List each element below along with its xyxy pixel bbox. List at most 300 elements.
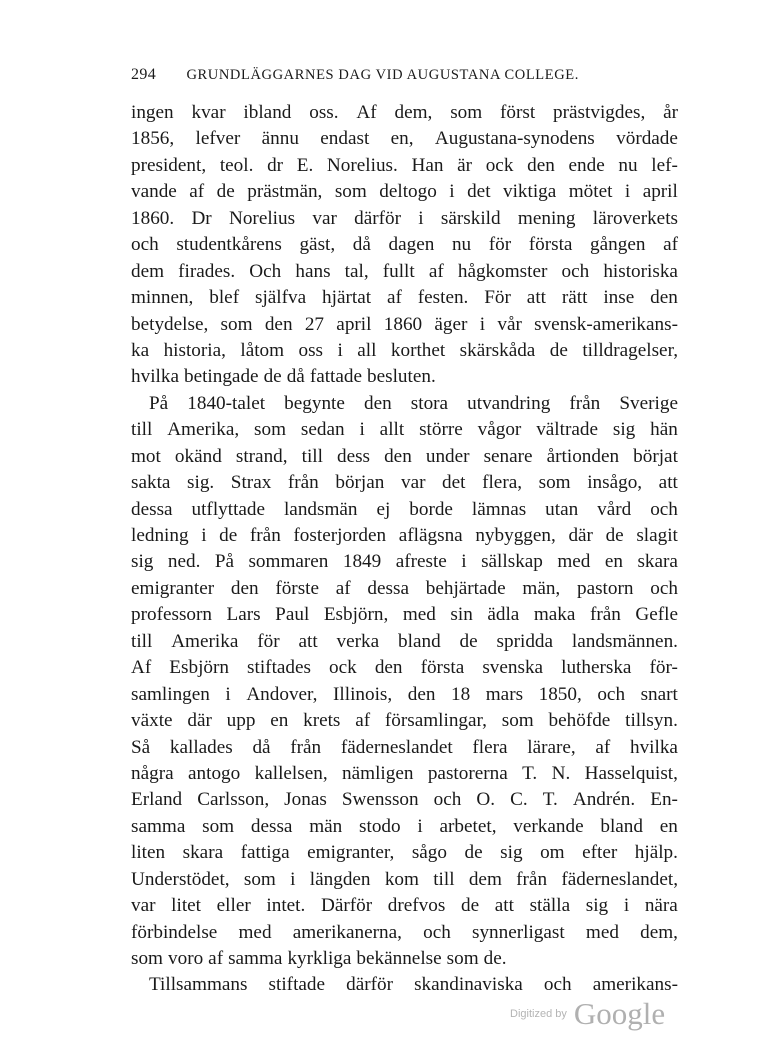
- word: Paul: [275, 604, 310, 626]
- word: därför: [346, 974, 393, 996]
- word: ock: [485, 154, 514, 176]
- word: vältrade: [536, 419, 598, 441]
- word: senare: [483, 445, 533, 467]
- word: vår: [497, 313, 522, 335]
- word: Af: [131, 657, 152, 679]
- word: Lars: [226, 604, 261, 626]
- word: 1850,: [538, 683, 582, 705]
- word: emigranter: [131, 577, 215, 599]
- running-head: [131, 66, 691, 86]
- word: af: [355, 710, 371, 732]
- word: skandinaviska: [414, 974, 523, 996]
- word: Norelius.: [326, 154, 398, 176]
- word: och: [650, 577, 678, 599]
- word: en: [270, 710, 289, 732]
- word: sedan: [300, 419, 345, 441]
- word: Dr: [191, 207, 212, 229]
- word: nämligen: [342, 762, 414, 784]
- word: nu: [618, 154, 638, 176]
- text-line: [131, 100, 678, 126]
- word: var: [312, 207, 337, 229]
- word: inse: [603, 287, 635, 309]
- word: På: [149, 392, 169, 414]
- word: då: [352, 234, 371, 256]
- word: Illinois,: [333, 683, 393, 705]
- word: dem: [468, 868, 502, 890]
- word: växte: [131, 710, 173, 732]
- word: till: [131, 630, 153, 652]
- word: landsmännen.: [571, 630, 678, 652]
- word: borde: [409, 498, 453, 520]
- text-line: [131, 893, 678, 919]
- word: från: [516, 868, 548, 890]
- word: N.: [551, 762, 571, 784]
- word: teol.: [219, 154, 254, 176]
- word: Amerika,: [167, 419, 240, 441]
- word: ställa: [529, 895, 571, 917]
- word: sig: [612, 419, 636, 441]
- word: Esbjörn: [169, 657, 229, 679]
- word: en: [659, 815, 678, 837]
- text-line: [131, 682, 678, 708]
- word: af: [386, 287, 402, 309]
- word: år: [663, 102, 678, 123]
- word: ledning: [131, 525, 189, 546]
- word: i: [417, 815, 423, 837]
- word: ka: [131, 339, 150, 361]
- text-line: [131, 549, 678, 575]
- word: som: [220, 313, 253, 335]
- word: från: [249, 525, 281, 546]
- text-line: [131, 761, 678, 787]
- word: T.: [542, 789, 558, 811]
- word: tilldragelser,: [582, 339, 678, 361]
- word: några: [131, 762, 174, 784]
- word: pastorerna: [427, 762, 508, 784]
- word: då: [286, 366, 305, 388]
- word: som: [501, 710, 534, 732]
- text-line: [131, 153, 678, 179]
- text-line: [131, 920, 678, 946]
- word: 1856,: [131, 128, 175, 150]
- word: 1840-talet: [187, 392, 266, 414]
- word: nära: [644, 895, 678, 917]
- word: som: [254, 419, 287, 441]
- word: att: [298, 630, 318, 652]
- word: fosterjorden: [293, 525, 387, 546]
- word: behöfde: [548, 710, 611, 732]
- word: de: [216, 181, 235, 203]
- word: Och: [249, 260, 282, 282]
- word: hågkomster: [457, 260, 548, 282]
- word: dagen: [388, 234, 435, 256]
- word: och: [597, 683, 626, 705]
- word: den: [527, 154, 555, 176]
- word: af: [428, 260, 444, 282]
- word: män: [309, 815, 343, 837]
- word: Af: [356, 102, 377, 123]
- word: utflyttade: [191, 498, 266, 520]
- word: Augustana-synodens: [434, 128, 595, 150]
- word: med: [557, 551, 591, 573]
- word: Hasselquist,: [584, 762, 678, 784]
- word: fäderneslandet,: [561, 868, 678, 890]
- text-line: [131, 708, 678, 734]
- word: minnen,: [131, 287, 194, 309]
- word: den: [363, 392, 392, 414]
- word: kyrkliga: [287, 948, 352, 969]
- word: de: [263, 366, 282, 388]
- word: afreste: [395, 551, 447, 573]
- text-line: [131, 470, 678, 496]
- word: prästvigdes,: [553, 102, 646, 123]
- word: ock: [329, 657, 357, 679]
- word: emigranter,: [307, 842, 395, 864]
- page-number: 294: [131, 66, 157, 83]
- word: med: [585, 921, 619, 943]
- word: sakta: [131, 472, 171, 494]
- word: som: [446, 948, 479, 969]
- word: hans: [295, 260, 331, 282]
- word: Han: [411, 154, 444, 176]
- text-line: [131, 972, 678, 998]
- word: först: [500, 102, 536, 123]
- word: liten: [131, 842, 166, 864]
- digitized-by-text: Digitized by: [510, 1008, 567, 1020]
- word: de: [460, 895, 480, 917]
- word: låtom: [240, 339, 285, 361]
- word: till: [433, 868, 455, 890]
- word: där: [568, 525, 593, 546]
- word: hvilka: [629, 736, 678, 758]
- word: historiska: [603, 260, 678, 282]
- word: utvandring: [467, 392, 551, 414]
- word: 27: [304, 313, 325, 335]
- word: då: [252, 736, 271, 758]
- word: insågo,: [587, 472, 643, 494]
- word: all: [357, 339, 377, 361]
- word: särskild: [440, 207, 501, 229]
- text-line: [131, 126, 678, 152]
- word: församlingar,: [384, 710, 487, 732]
- google-logo: Google: [573, 996, 666, 1031]
- word: samma: [228, 948, 283, 969]
- word: den: [230, 577, 259, 599]
- word: fattiga: [240, 842, 290, 864]
- word: vande: [131, 181, 177, 203]
- word: den: [374, 657, 403, 679]
- text-line: [131, 867, 678, 893]
- text-line: [131, 735, 678, 761]
- word: På: [214, 551, 235, 573]
- word: verkande: [513, 815, 584, 837]
- word: och: [131, 234, 159, 256]
- word: som: [202, 815, 235, 837]
- word: verka: [336, 630, 380, 652]
- word: nybyggen,: [475, 525, 556, 546]
- text-line: [131, 179, 678, 205]
- word: E.: [296, 154, 314, 176]
- word: för-: [649, 657, 678, 679]
- text-line: [131, 946, 678, 972]
- word: den: [384, 445, 412, 467]
- word: sig: [585, 895, 609, 917]
- word: med: [402, 604, 436, 626]
- word: i: [418, 207, 424, 229]
- word: vågor: [477, 419, 522, 441]
- word: Tillsammans: [149, 974, 248, 996]
- text-line: [131, 312, 678, 338]
- word: 18: [451, 683, 471, 705]
- word: Norelius: [228, 207, 296, 229]
- word: sågo: [411, 842, 447, 864]
- word: de.: [483, 948, 507, 969]
- word: tal,: [344, 260, 369, 282]
- word: från: [290, 736, 322, 758]
- text-line: [131, 285, 678, 311]
- word: ingen: [131, 102, 174, 123]
- word: dem,: [394, 102, 433, 123]
- word: slagit: [636, 525, 678, 546]
- word: 1860.: [131, 207, 175, 229]
- word: längden: [309, 868, 371, 890]
- word: besluten.: [367, 366, 436, 388]
- word: själfva: [254, 287, 307, 309]
- word: vård: [597, 498, 632, 520]
- word: män,: [522, 577, 561, 599]
- word: rätt: [561, 287, 588, 309]
- word: kvar: [191, 102, 226, 123]
- word: större: [419, 419, 463, 441]
- word: den: [407, 683, 436, 705]
- word: studentkårens: [176, 234, 282, 256]
- text-line: [131, 338, 678, 364]
- word: från: [589, 604, 621, 626]
- word: i: [479, 313, 486, 335]
- word: i: [449, 181, 455, 203]
- word: lutherska: [561, 657, 632, 679]
- word: dem: [131, 260, 165, 282]
- word: krets: [303, 710, 341, 732]
- word: hän: [650, 419, 678, 441]
- word: förste: [275, 577, 320, 599]
- word: i: [290, 868, 296, 890]
- word: lefver: [195, 128, 241, 150]
- word: hjärtat: [322, 287, 372, 309]
- word: april: [336, 313, 372, 335]
- word: gången: [590, 234, 646, 256]
- word: allt: [379, 419, 405, 441]
- word: Understödet,: [131, 868, 230, 890]
- word: Jonas: [284, 789, 327, 811]
- word: viktiga: [502, 181, 557, 203]
- word: läroverkets: [592, 207, 678, 229]
- text-line: [131, 787, 678, 813]
- text-line: [131, 602, 678, 628]
- word: är: [457, 154, 473, 176]
- word: från: [569, 392, 601, 414]
- text-line: [131, 655, 678, 681]
- word: snart: [640, 683, 678, 705]
- word: april: [642, 181, 678, 203]
- word: litet: [171, 895, 201, 917]
- word: historia,: [163, 339, 226, 361]
- word: stiftade: [268, 974, 326, 996]
- word: sig: [131, 551, 154, 573]
- word: ned.: [167, 551, 201, 573]
- word: Carlsson,: [197, 789, 270, 811]
- word: för: [488, 234, 512, 256]
- word: T.: [522, 762, 538, 784]
- word: landsmän: [283, 498, 358, 520]
- word: Esbjörn,: [323, 604, 389, 626]
- word: sommaren: [248, 551, 329, 573]
- text-line: [131, 206, 678, 232]
- word: aflägsna: [398, 525, 463, 546]
- word: det: [467, 181, 491, 203]
- word: i: [359, 419, 365, 441]
- word: dessa: [250, 815, 293, 837]
- word: samma: [131, 815, 186, 837]
- word: fullt: [382, 260, 415, 282]
- text-line: [131, 840, 678, 866]
- word: drefvos: [387, 895, 446, 917]
- word: mötet: [568, 181, 613, 203]
- word: i: [623, 895, 630, 917]
- word: som: [450, 102, 483, 123]
- word: flera,: [482, 472, 523, 494]
- word: oss.: [309, 102, 339, 123]
- word: flera: [472, 736, 508, 758]
- word: Swensson: [341, 789, 419, 811]
- word: Amerika: [171, 630, 239, 652]
- word: af: [663, 234, 678, 256]
- word: i: [201, 525, 207, 546]
- word: vördade: [616, 128, 678, 150]
- word: ibland: [243, 102, 292, 123]
- word: 1849: [342, 551, 382, 573]
- word: intet.: [266, 895, 306, 917]
- word: stora: [410, 392, 449, 414]
- word: början: [335, 472, 385, 494]
- word: fattade: [309, 366, 363, 388]
- text-line: [131, 444, 678, 470]
- word: i: [337, 339, 343, 361]
- word: mars: [485, 683, 524, 705]
- word: med: [238, 921, 272, 943]
- word: efter: [582, 842, 618, 864]
- word: första: [420, 657, 465, 679]
- text-line: [131, 629, 678, 655]
- word: skara: [182, 842, 224, 864]
- word: mot: [131, 445, 161, 467]
- word: i: [225, 683, 231, 705]
- word: lef-: [651, 154, 678, 176]
- word: i: [461, 551, 467, 573]
- word: ende: [568, 154, 605, 176]
- word: var: [400, 472, 426, 494]
- word: sin: [450, 604, 473, 626]
- word: hvilka: [131, 366, 179, 388]
- word: Därför: [320, 895, 373, 917]
- word: firades.: [178, 260, 236, 282]
- word: fäderneslandet: [340, 736, 453, 758]
- word: maka: [533, 604, 576, 626]
- word: det: [442, 472, 466, 494]
- text-line: [131, 523, 678, 549]
- word: Strax: [230, 472, 272, 494]
- word: till: [131, 419, 153, 441]
- word: äger: [434, 313, 468, 335]
- word: antogo: [188, 762, 241, 784]
- text-line: [131, 232, 678, 258]
- word: Andrén.: [572, 789, 636, 811]
- word: deltogo: [379, 181, 437, 203]
- word: begynte: [284, 392, 345, 414]
- word: som: [131, 948, 163, 969]
- word: skärskåda: [459, 339, 536, 361]
- word: att: [658, 472, 678, 494]
- word: prästmän,: [247, 181, 323, 203]
- word: af: [208, 948, 224, 969]
- word: för: [257, 630, 280, 652]
- word: En-: [650, 789, 678, 811]
- text-line: [131, 814, 678, 840]
- body-text: [131, 100, 678, 999]
- word: och: [423, 921, 451, 943]
- word: endast: [320, 128, 370, 150]
- word: stodo: [359, 815, 401, 837]
- word: den: [264, 313, 293, 335]
- word: betydelse,: [131, 313, 209, 335]
- word: förbindelse: [131, 921, 218, 943]
- word: de: [219, 525, 238, 546]
- word: de: [605, 525, 624, 546]
- word: årtionden: [546, 445, 620, 467]
- word: amerikans-: [592, 974, 678, 996]
- word: För: [484, 287, 511, 309]
- word: och: [561, 260, 590, 282]
- word: gäst,: [299, 234, 336, 256]
- word: blef: [209, 287, 240, 309]
- word: till: [301, 445, 323, 467]
- word: som: [538, 472, 571, 494]
- word: ädla: [487, 604, 520, 626]
- word: lämnas: [471, 498, 527, 520]
- word: från: [287, 472, 319, 494]
- word: mening: [517, 207, 576, 229]
- word: att: [494, 895, 514, 917]
- word: tillsyn.: [625, 710, 678, 732]
- word: svensk-amerikans-: [534, 313, 678, 335]
- word: därför: [354, 207, 402, 229]
- word: och: [543, 974, 572, 996]
- word: stiftades: [247, 657, 311, 679]
- word: Gefle: [635, 604, 678, 626]
- word: president,: [131, 154, 207, 176]
- word: dess: [336, 445, 371, 467]
- word: sig.: [187, 472, 215, 494]
- word: där: [187, 710, 212, 732]
- word: de: [459, 630, 478, 652]
- word: sig: [500, 842, 523, 864]
- running-title: GRUNDLÄGGARNES DAG VID AUGUSTANA COLLEGE.: [186, 67, 579, 83]
- word: ännu: [261, 128, 299, 150]
- word: kom: [384, 868, 419, 890]
- text-line: [131, 497, 678, 523]
- word: synnerligast: [471, 921, 565, 943]
- text-line: [131, 364, 678, 390]
